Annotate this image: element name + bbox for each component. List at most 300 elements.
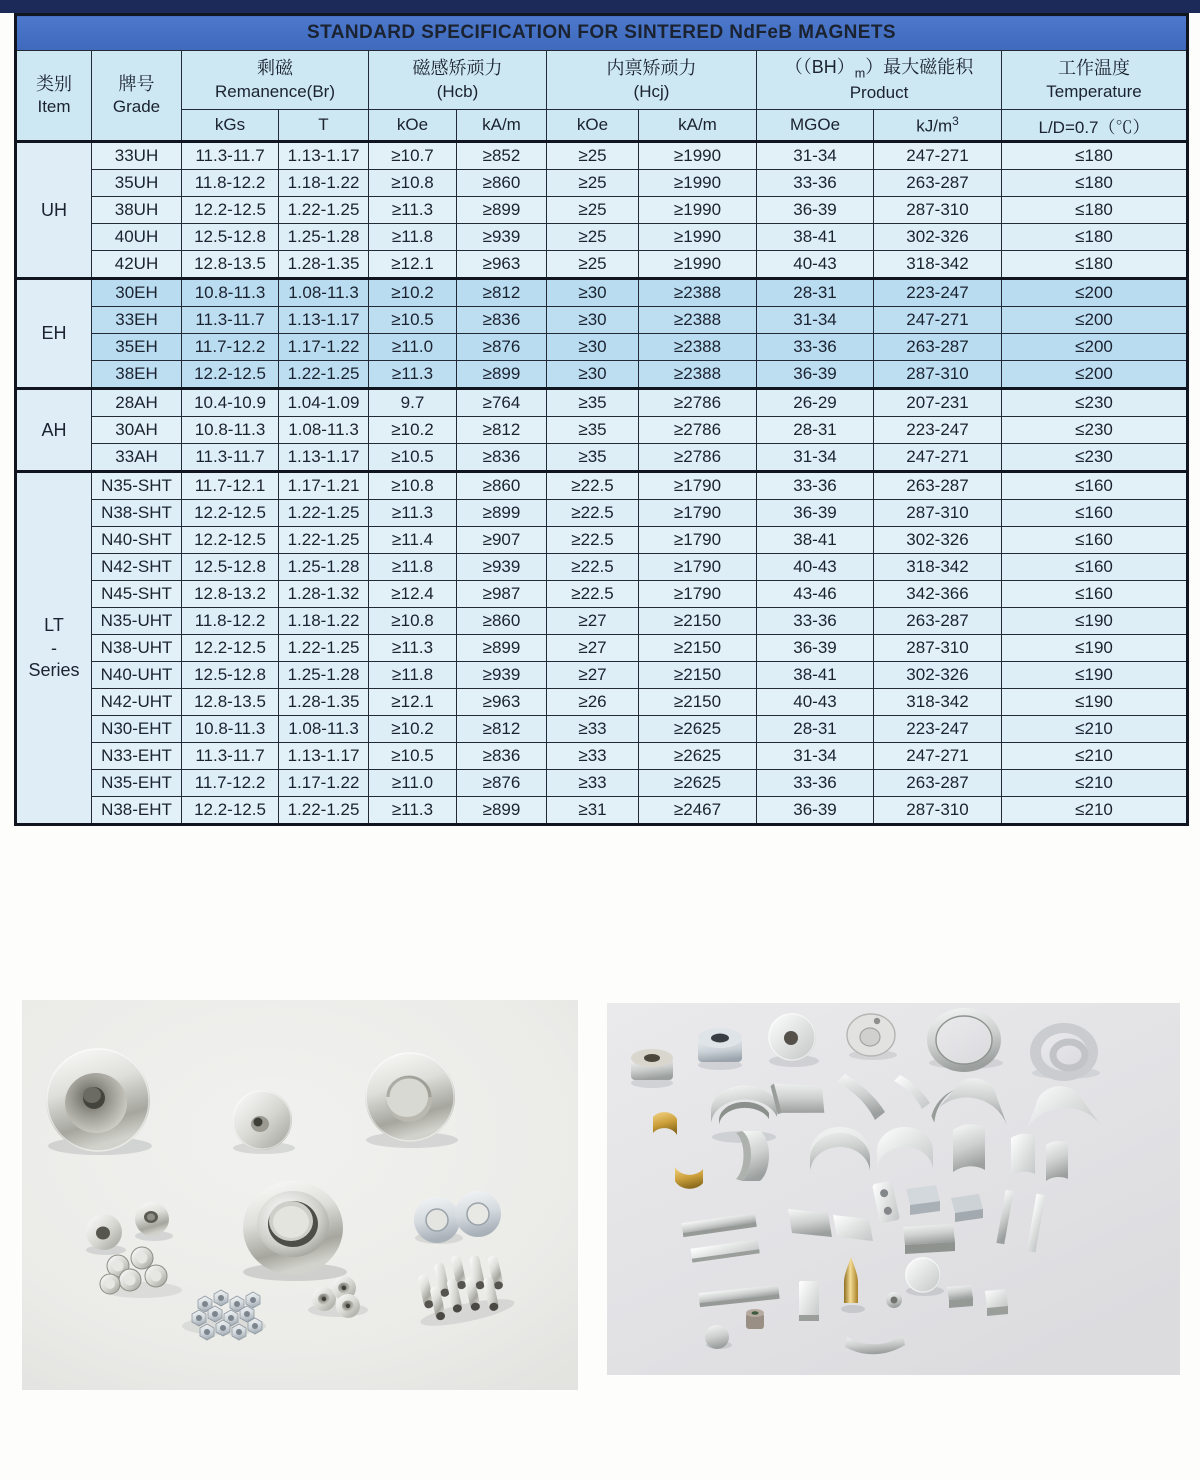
- spec-cell-hcj-koe: ≥35: [547, 444, 639, 472]
- spec-cell-hcb-kam: ≥899: [457, 500, 547, 527]
- col-header-product-zh: $((BH)_m)$最大磁能积: [784, 56, 974, 81]
- spec-cell-grade: N40-UHT: [92, 662, 182, 689]
- spec-cell-hcb-kam: ≥899: [457, 361, 547, 389]
- spec-cell-mgoe: 38-41: [757, 224, 874, 251]
- spec-cell-hcb-koe: ≥10.5: [369, 307, 457, 334]
- spec-cell-hcb-koe: ≥11.4: [369, 527, 457, 554]
- spec-cell-grade: N45-SHT: [92, 581, 182, 608]
- page-top-edge: [0, 0, 1200, 13]
- spec-cell-t: 1.28-1.35: [279, 689, 369, 716]
- spec-cell-grade: 35UH: [92, 170, 182, 197]
- gray-block-magnet-b: [951, 1194, 983, 1222]
- spec-cell-kjm3: 247-271: [874, 307, 1002, 334]
- spec-cell-hcj-kam: ≥1990: [639, 170, 757, 197]
- col-header-temperature-zh: 工作温度: [1058, 58, 1130, 79]
- spec-cell-kgs: 12.2-12.5: [182, 635, 279, 662]
- spec-cell-mgoe: 36-39: [757, 500, 874, 527]
- spec-cell-hcj-kam: ≥2786: [639, 417, 757, 444]
- spec-cell-hcb-koe: ≥10.8: [369, 170, 457, 197]
- spec-cell-t: 1.04-1.09: [279, 389, 369, 417]
- spec-cell-hcb-kam: ≥836: [457, 307, 547, 334]
- spec-cell-grade: N38-UHT: [92, 635, 182, 662]
- spec-row-28AH: [16, 389, 1188, 417]
- spec-row-N38-SHT: [16, 500, 1188, 527]
- spec-cell-hcb-kam: ≥899: [457, 797, 547, 825]
- spec-cell-kgs: 11.7-12.2: [182, 334, 279, 361]
- spec-cell-hcj-koe: ≥25: [547, 197, 639, 224]
- spec-cell-temp: ≤160: [1002, 500, 1188, 527]
- spec-cell-hcb-koe: ≥10.2: [369, 716, 457, 743]
- spec-cell-hcj-koe: ≥33: [547, 770, 639, 797]
- arc-tile-magnet-b: [1046, 1141, 1068, 1181]
- spec-cell-kjm3: 287-310: [874, 797, 1002, 825]
- spec-cell-hcj-koe: ≥27: [547, 608, 639, 635]
- spec-cell-temp: ≤160: [1002, 527, 1188, 554]
- spec-cell-hcb-koe: 9.7: [369, 389, 457, 417]
- spec-cell-grade: N38-EHT: [92, 797, 182, 825]
- col-header-hcj-zh: 内禀矫顽力: [606, 58, 697, 79]
- spec-cell-kjm3: 302-326: [874, 224, 1002, 251]
- spec-cell-hcj-kam: ≥1990: [639, 224, 757, 251]
- spec-cell-t: 1.28-1.32: [279, 581, 369, 608]
- col-header-item-zh: 类别: [36, 73, 72, 94]
- spec-cell-mgoe: 36-39: [757, 635, 874, 662]
- spec-cell-hcb-koe: ≥11.8: [369, 662, 457, 689]
- thick-ring-magnet-small: [631, 1049, 673, 1088]
- spec-cell-temp: ≤180: [1002, 170, 1188, 197]
- spec-cell-hcj-kam: ≥1990: [639, 197, 757, 224]
- spec-cell-hcj-koe: ≥30: [547, 361, 639, 389]
- spec-cell-t: 1.17-1.22: [279, 770, 369, 797]
- spec-cell-grade: N35-EHT: [92, 770, 182, 797]
- spec-cell-t: 1.22-1.25: [279, 197, 369, 224]
- spec-cell-mgoe: 31-34: [757, 743, 874, 770]
- spec-cell-t: 1.08-11.3: [279, 716, 369, 743]
- spec-cell-kjm3: 247-271: [874, 444, 1002, 472]
- tiny-washer-magnet: [886, 1292, 902, 1308]
- spec-cell-kjm3: 318-342: [874, 554, 1002, 581]
- col-header-hcj-en: (Hcj): [633, 81, 670, 101]
- parallelogram-plate-b: [833, 1215, 873, 1241]
- spec-cell-hcj-koe: ≥33: [547, 716, 639, 743]
- spec-cell-kjm3: 287-310: [874, 361, 1002, 389]
- spec-cell-hcb-kam: ≥907: [457, 527, 547, 554]
- spec-cell-kgs: 11.7-12.1: [182, 472, 279, 500]
- spec-cell-mgoe: 31-34: [757, 444, 874, 472]
- subheader-hcb-koe: kOe: [369, 110, 457, 142]
- col-header-item-en: Item: [37, 97, 71, 117]
- spec-row-42UH: [16, 251, 1188, 279]
- spec-cell-temp: ≤160: [1002, 554, 1188, 581]
- spec-cell-temp: ≤210: [1002, 770, 1188, 797]
- spec-cell-hcj-kam: ≥2150: [639, 608, 757, 635]
- spec-cell-temp: ≤230: [1002, 417, 1188, 444]
- assorted-magnet-shapes-photo: [607, 1003, 1180, 1375]
- gray-block-magnet-a: [906, 1185, 940, 1215]
- spec-cell-mgoe: 28-31: [757, 716, 874, 743]
- spec-cell-grade: N35-UHT: [92, 608, 182, 635]
- spec-cell-kjm3: 342-366: [874, 581, 1002, 608]
- spec-cell-mgoe: 33-36: [757, 608, 874, 635]
- spec-cell-hcj-koe: ≥27: [547, 635, 639, 662]
- spec-cell-hcb-kam: ≥963: [457, 689, 547, 716]
- spec-cell-grade: 33EH: [92, 307, 182, 334]
- col-header-grade: [92, 51, 182, 142]
- spec-row-38EH: [16, 361, 1188, 389]
- spec-cell-t: 1.13-1.17: [279, 142, 369, 170]
- col-header-remanence-zh: 剩磁: [257, 58, 293, 79]
- spec-cell-temp: ≤210: [1002, 797, 1188, 825]
- spec-cell-hcj-kam: ≥2467: [639, 797, 757, 825]
- spec-cell-temp: ≤230: [1002, 389, 1188, 417]
- spec-cell-t: 1.17-1.22: [279, 334, 369, 361]
- table-title: STANDARD SPECIFICATION FOR SINTERED NdFeB MAGNETS: [16, 15, 1188, 51]
- col-header-grade-zh: 牌号: [118, 73, 155, 94]
- spec-cell-hcj-kam: ≥2388: [639, 279, 757, 307]
- spec-row-N35-SHT: [16, 472, 1188, 500]
- spec-cell-temp: ≤200: [1002, 307, 1188, 334]
- spec-cell-grade: N42-UHT: [92, 689, 182, 716]
- small-block-magnet-a: [947, 1285, 973, 1308]
- curved-block-magnet: [953, 1124, 985, 1172]
- spec-cell-t: 1.22-1.25: [279, 635, 369, 662]
- right-photo-canvas: [607, 1003, 1180, 1375]
- spec-cell-kjm3: 287-310: [874, 197, 1002, 224]
- spec-cell-hcj-koe: ≥25: [547, 170, 639, 197]
- arc-tile-magnet-a: [1011, 1134, 1035, 1176]
- spec-cell-kgs: 12.2-12.5: [182, 197, 279, 224]
- spec-cell-grade: N35-SHT: [92, 472, 182, 500]
- spec-cell-hcb-koe: ≥10.8: [369, 472, 457, 500]
- spec-cell-hcb-kam: ≥860: [457, 472, 547, 500]
- spec-cell-hcj-kam: ≥2150: [639, 635, 757, 662]
- spec-cell-hcj-kam: ≥2150: [639, 662, 757, 689]
- spec-cell-mgoe: 28-31: [757, 417, 874, 444]
- spec-cell-temp: ≤180: [1002, 142, 1188, 170]
- spec-cell-kjm3: 247-271: [874, 743, 1002, 770]
- item-group-label-UH: UH: [16, 142, 92, 279]
- spec-row-N40-UHT: [16, 662, 1188, 689]
- spec-cell-mgoe: 36-39: [757, 197, 874, 224]
- spec-cell-kgs: 12.2-12.5: [182, 500, 279, 527]
- spec-cell-hcb-kam: ≥876: [457, 770, 547, 797]
- spec-cell-hcb-koe: ≥12.1: [369, 251, 457, 279]
- spec-cell-kjm3: 263-287: [874, 472, 1002, 500]
- spec-row-N30-EHT: [16, 716, 1188, 743]
- spec-cell-hcb-koe: ≥10.8: [369, 608, 457, 635]
- spec-cell-hcb-kam: ≥836: [457, 743, 547, 770]
- spec-cell-t: 1.25-1.28: [279, 224, 369, 251]
- spec-cell-mgoe: 33-36: [757, 472, 874, 500]
- spec-cell-t: 1.18-1.22: [279, 608, 369, 635]
- spec-row-38UH: [16, 197, 1188, 224]
- spec-cell-t: 1.13-1.17: [279, 307, 369, 334]
- spec-cell-t: 1.08-11.3: [279, 279, 369, 307]
- spec-row-N38-UHT: [16, 635, 1188, 662]
- spec-cell-hcj-kam: ≥1790: [639, 527, 757, 554]
- spec-cell-kgs: 12.2-12.5: [182, 527, 279, 554]
- spec-cell-kgs: 12.8-13.5: [182, 689, 279, 716]
- spec-cell-hcj-koe: ≥22.5: [547, 472, 639, 500]
- spec-cell-hcj-koe: ≥30: [547, 279, 639, 307]
- spec-cell-temp: ≤190: [1002, 662, 1188, 689]
- spec-cell-temp: ≤210: [1002, 743, 1188, 770]
- spec-cell-hcb-kam: ≥939: [457, 662, 547, 689]
- spec-cell-temp: ≤180: [1002, 197, 1188, 224]
- spec-cell-temp: ≤180: [1002, 251, 1188, 279]
- spec-cell-hcj-koe: ≥25: [547, 142, 639, 170]
- col-header-hcj: [547, 51, 757, 110]
- spec-cell-hcb-kam: ≥876: [457, 334, 547, 361]
- spec-row-N40-SHT: [16, 527, 1188, 554]
- spec-cell-grade: 42UH: [92, 251, 182, 279]
- spec-cell-grade: N40-SHT: [92, 527, 182, 554]
- spec-cell-hcb-koe: ≥11.3: [369, 361, 457, 389]
- spec-cell-hcb-koe: ≥11.3: [369, 797, 457, 825]
- item-group-label-EH: EH: [16, 279, 92, 389]
- spec-row-30AH: [16, 417, 1188, 444]
- spec-cell-hcj-kam: ≥2625: [639, 770, 757, 797]
- spec-cell-hcj-kam: ≥1990: [639, 251, 757, 279]
- spec-row-N45-SHT: [16, 581, 1188, 608]
- parallelogram-plate-a: [788, 1209, 832, 1237]
- spec-cell-kjm3: 287-310: [874, 635, 1002, 662]
- spec-cell-t: 1.22-1.25: [279, 361, 369, 389]
- spec-cell-kjm3: 318-342: [874, 689, 1002, 716]
- spec-cell-grade: N38-SHT: [92, 500, 182, 527]
- col-header-product-en: Product: [849, 83, 909, 103]
- spec-cell-mgoe: 38-41: [757, 662, 874, 689]
- spec-cell-t: 1.22-1.25: [279, 527, 369, 554]
- spec-cell-mgoe: 33-36: [757, 770, 874, 797]
- spec-cell-hcb-kam: ≥812: [457, 279, 547, 307]
- spec-cell-kjm3: 223-247: [874, 279, 1002, 307]
- spec-cell-kjm3: 247-271: [874, 142, 1002, 170]
- spec-cell-mgoe: 40-43: [757, 689, 874, 716]
- spec-cell-temp: ≤160: [1002, 472, 1188, 500]
- spec-cell-hcb-koe: ≥11.0: [369, 770, 457, 797]
- col-header-product: [757, 51, 1002, 110]
- spec-cell-kgs: 10.8-11.3: [182, 716, 279, 743]
- spec-cell-grade: 30AH: [92, 417, 182, 444]
- spec-cell-hcb-kam: ≥899: [457, 635, 547, 662]
- spec-cell-temp: ≤190: [1002, 689, 1188, 716]
- spec-cell-hcj-koe: ≥35: [547, 417, 639, 444]
- spec-cell-hcj-koe: ≥25: [547, 224, 639, 251]
- spec-cell-kgs: 12.8-13.5: [182, 251, 279, 279]
- spec-cell-hcb-kam: ≥852: [457, 142, 547, 170]
- spec-row-33UH: [16, 142, 1188, 170]
- spec-cell-t: 1.08-11.3: [279, 417, 369, 444]
- spec-cell-hcj-koe: ≥26: [547, 689, 639, 716]
- spec-cell-hcb-kam: ≥812: [457, 716, 547, 743]
- item-group-label-AH: AH: [16, 389, 92, 472]
- spec-cell-mgoe: 36-39: [757, 361, 874, 389]
- spec-cell-mgoe: 36-39: [757, 797, 874, 825]
- spec-cell-temp: ≤190: [1002, 608, 1188, 635]
- spec-cell-grade: 35EH: [92, 334, 182, 361]
- subheader-hcj-koe: kOe: [547, 110, 639, 142]
- subheader-kjm3: $kJ/m^3$: [874, 110, 1002, 142]
- spec-cell-t: 1.17-1.21: [279, 472, 369, 500]
- spec-cell-kjm3: 263-287: [874, 608, 1002, 635]
- spec-cell-hcb-koe: ≥11.0: [369, 334, 457, 361]
- left-photo-canvas: [22, 1000, 578, 1390]
- spec-cell-hcj-kam: ≥1790: [639, 500, 757, 527]
- spec-cell-kgs: 11.3-11.7: [182, 444, 279, 472]
- spec-cell-temp: ≤210: [1002, 716, 1188, 743]
- subheader-mgoe: MGOe: [757, 110, 874, 142]
- spec-row-33AH: [16, 444, 1188, 472]
- spec-cell-kgs: 11.3-11.7: [182, 142, 279, 170]
- spec-cell-hcb-koe: ≥11.3: [369, 500, 457, 527]
- spec-cell-grade: N42-SHT: [92, 554, 182, 581]
- spec-cell-hcb-koe: ≥11.8: [369, 224, 457, 251]
- spec-cell-hcj-koe: ≥33: [547, 743, 639, 770]
- spec-cell-hcb-koe: ≥10.5: [369, 743, 457, 770]
- col-header-hcb-zh: 磁感矫顽力: [412, 58, 503, 79]
- spec-cell-kjm3: 318-342: [874, 251, 1002, 279]
- spec-cell-hcb-koe: ≥10.7: [369, 142, 457, 170]
- spec-cell-grade: N33-EHT: [92, 743, 182, 770]
- spec-cell-hcj-koe: ≥22.5: [547, 581, 639, 608]
- spec-cell-hcj-kam: ≥2388: [639, 307, 757, 334]
- spec-cell-kgs: 12.8-13.2: [182, 581, 279, 608]
- spec-cell-t: 1.22-1.25: [279, 797, 369, 825]
- subheader-hcj-kam: kA/m: [639, 110, 757, 142]
- spec-cell-hcb-kam: ≥812: [457, 417, 547, 444]
- spec-row-35EH: [16, 334, 1188, 361]
- col-header-remanence: [182, 51, 369, 110]
- spec-cell-hcj-koe: ≥30: [547, 334, 639, 361]
- spec-cell-mgoe: 31-34: [757, 142, 874, 170]
- spec-cell-kjm3: 263-287: [874, 170, 1002, 197]
- spec-cell-hcj-kam: ≥2388: [639, 334, 757, 361]
- spec-cell-hcj-koe: ≥30: [547, 307, 639, 334]
- spec-row-N35-UHT: [16, 608, 1188, 635]
- spec-cell-kgs: 10.4-10.9: [182, 389, 279, 417]
- spec-cell-grade: 30EH: [92, 279, 182, 307]
- spec-cell-t: 1.28-1.35: [279, 251, 369, 279]
- spec-cell-hcb-kam: ≥836: [457, 444, 547, 472]
- subheader-ld-temp: L/D=0.7（℃）: [1002, 110, 1188, 142]
- spec-cell-hcj-koe: ≥27: [547, 662, 639, 689]
- nickel-coated-ring-and-countersunk-magnets-photo: [22, 1000, 578, 1390]
- spec-cell-hcb-koe: ≥11.3: [369, 197, 457, 224]
- col-header-temperature-en: Temperature: [1046, 81, 1142, 101]
- spec-cell-mgoe: 43-46: [757, 581, 874, 608]
- spec-row-N33-EHT: [16, 743, 1188, 770]
- spec-cell-hcb-kam: ≥939: [457, 554, 547, 581]
- spec-cell-hcb-kam: ≥963: [457, 251, 547, 279]
- spec-cell-temp: ≤190: [1002, 635, 1188, 662]
- spec-cell-kgs: 11.8-12.2: [182, 170, 279, 197]
- spec-cell-hcj-kam: ≥1790: [639, 554, 757, 581]
- spec-cell-mgoe: 33-36: [757, 170, 874, 197]
- spec-cell-kgs: 11.8-12.2: [182, 608, 279, 635]
- spec-cell-kjm3: 223-247: [874, 417, 1002, 444]
- spec-cell-temp: ≤200: [1002, 279, 1188, 307]
- tiny-cylinder-magnet-green-core: [746, 1309, 764, 1329]
- col-header-remanence-en: Remanence(Br): [215, 81, 335, 101]
- spec-cell-hcj-koe: ≥22.5: [547, 500, 639, 527]
- spec-cell-kjm3: 207-231: [874, 389, 1002, 417]
- spec-cell-t: 1.13-1.17: [279, 743, 369, 770]
- spec-cell-mgoe: 28-31: [757, 279, 874, 307]
- spec-cell-kgs: 12.5-12.8: [182, 554, 279, 581]
- spec-cell-kgs: 12.2-12.5: [182, 361, 279, 389]
- spec-cell-kjm3: 263-287: [874, 770, 1002, 797]
- small-block-bar-magnet: [799, 1281, 819, 1321]
- spec-table-body: [16, 142, 1188, 825]
- spec-cell-hcj-kam: ≥2786: [639, 389, 757, 417]
- spec-cell-t: 1.25-1.28: [279, 662, 369, 689]
- spec-cell-t: 1.18-1.22: [279, 170, 369, 197]
- spec-cell-hcb-koe: ≥12.1: [369, 689, 457, 716]
- wide-block-magnet: [903, 1224, 955, 1254]
- spec-cell-hcj-kam: ≥2150: [639, 689, 757, 716]
- spec-row-35UH: [16, 170, 1188, 197]
- spec-cell-temp: ≤200: [1002, 361, 1188, 389]
- spec-row-N42-UHT: [16, 689, 1188, 716]
- spec-cell-hcj-kam: ≥1990: [639, 142, 757, 170]
- subheader-t: T: [279, 110, 369, 142]
- spec-cell-kjm3: 302-326: [874, 527, 1002, 554]
- spec-cell-kjm3: 302-326: [874, 662, 1002, 689]
- subheader-kgs: kGs: [182, 110, 279, 142]
- spec-cell-hcj-kam: ≥2625: [639, 716, 757, 743]
- spec-cell-kgs: 11.7-12.2: [182, 770, 279, 797]
- zinc-ring-cylinder-magnet: [698, 1028, 742, 1070]
- spec-row-N35-EHT: [16, 770, 1188, 797]
- spec-cell-kjm3: 263-287: [874, 334, 1002, 361]
- spec-cell-t: 1.25-1.28: [279, 554, 369, 581]
- spec-cell-grade: N30-EHT: [92, 716, 182, 743]
- spec-cell-kgs: 12.5-12.8: [182, 224, 279, 251]
- col-header-hcb: [369, 51, 547, 110]
- spec-cell-mgoe: 40-43: [757, 251, 874, 279]
- spec-cell-temp: ≤230: [1002, 444, 1188, 472]
- spec-row-30EH: [16, 279, 1188, 307]
- spec-cell-hcb-koe: ≥12.4: [369, 581, 457, 608]
- spec-cell-mgoe: 40-43: [757, 554, 874, 581]
- spec-cell-hcj-koe: ≥25: [547, 251, 639, 279]
- spec-table: [14, 13, 1189, 826]
- spec-cell-t: 1.13-1.17: [279, 444, 369, 472]
- col-header-hcb-en: (Hcb): [436, 81, 479, 101]
- spec-cell-hcb-kam: ≥860: [457, 170, 547, 197]
- flat-washer-with-pilot-hole: [847, 1014, 897, 1060]
- spec-cell-hcb-koe: ≥10.2: [369, 417, 457, 444]
- spec-cell-mgoe: 38-41: [757, 527, 874, 554]
- spec-cell-grade: 33AH: [92, 444, 182, 472]
- spec-cell-hcb-kam: ≥939: [457, 224, 547, 251]
- spec-row-N42-SHT: [16, 554, 1188, 581]
- spec-cell-mgoe: 33-36: [757, 334, 874, 361]
- col-header-item: [16, 51, 92, 142]
- spec-cell-kgs: 12.5-12.8: [182, 662, 279, 689]
- spec-cell-temp: ≤160: [1002, 581, 1188, 608]
- spec-cell-grade: 38EH: [92, 361, 182, 389]
- spec-cell-hcj-kam: ≥1790: [639, 581, 757, 608]
- spec-row-33EH: [16, 307, 1188, 334]
- spec-cell-hcj-kam: ≥2786: [639, 444, 757, 472]
- spec-cell-hcb-koe: ≥10.5: [369, 444, 457, 472]
- spec-cell-kjm3: 223-247: [874, 716, 1002, 743]
- spec-cell-hcj-kam: ≥1790: [639, 472, 757, 500]
- spec-cell-kgs: 12.2-12.5: [182, 797, 279, 825]
- spec-cell-t: 1.22-1.25: [279, 500, 369, 527]
